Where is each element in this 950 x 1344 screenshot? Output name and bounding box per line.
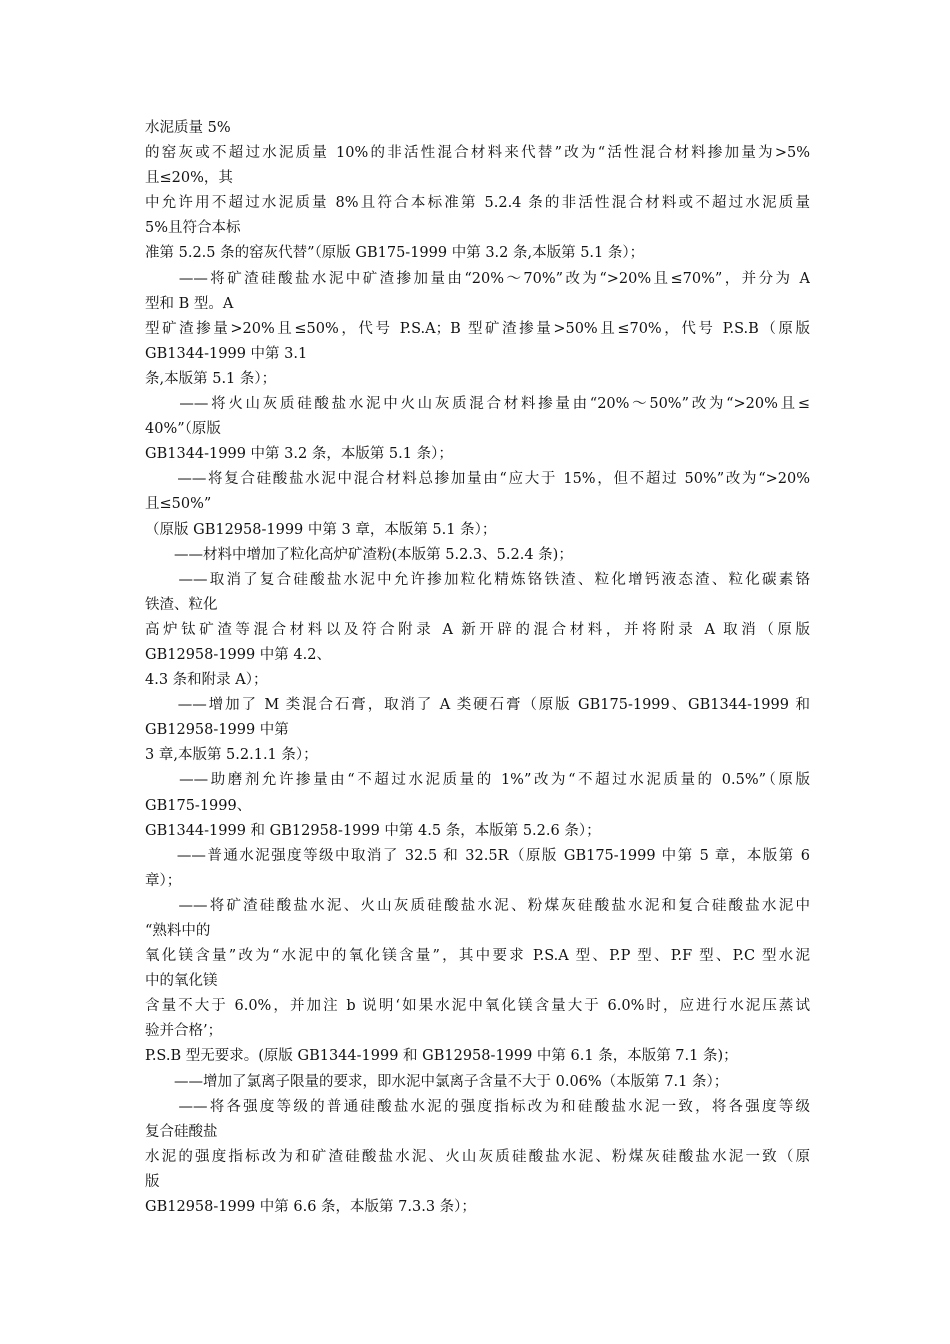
text-line: ——取消了复合硅酸盐水泥中允许掺加粒化精炼铬铁渣、粒化增钙液态渣、粒化碳素铬 (145, 571, 810, 588)
document-body (145, 116, 810, 1220)
text-line: 5%且符合本标 (145, 220, 241, 237)
text-line: 且≤20%，其 (145, 170, 233, 187)
text-line: （原版 GB12958-1999 中第 3 章，本版第 5.1 条）； (145, 521, 497, 538)
text-line: “熟料中的 (145, 923, 211, 939)
text-line: 型和 B 型。A (145, 295, 234, 312)
text-line: 验并合格’； (145, 1023, 223, 1040)
text-line: GB175-1999、 (145, 797, 252, 814)
text-line: 水泥质量 5% (145, 120, 231, 136)
text-line: GB1344-1999 中第 3.1 (145, 345, 308, 362)
text-line: 中允许用不超过水泥质量 8%且符合本标准第 5.2.4 条的非活性混合材料或不超过水泥质量 (145, 195, 810, 212)
text-line: 版 (145, 1173, 160, 1190)
text-line: ——将矿渣硅酸盐水泥、火山灰质硅酸盐水泥、粉煤灰硅酸盐水泥和复合硅酸盐水泥中 (145, 897, 810, 914)
text-line: GB12958-1999 中第 6.6 条，本版第 7.3.3 条）； (145, 1199, 476, 1216)
text-line: ——普通水泥强度等级中取消了 32.5 和 32.5R（原版 GB175-1999 中第 5 章，本版第 6 (145, 847, 810, 864)
text-line: 40%”（原版 (145, 421, 221, 438)
text-line: 3 章,本版第 5.2.1.1 条）； (145, 747, 318, 764)
text-line: 4.3 条和附录 A）； (145, 672, 268, 689)
text-line: 铁渣、粒化 (145, 596, 218, 613)
text-line: 水泥的强度指标改为和矿渣硅酸盐水泥、火山灰质硅酸盐水泥、粉煤灰硅酸盐水泥一致（原 (145, 1148, 810, 1165)
text-line: ——助磨剂允许掺量由“不超过水泥质量的 1%”改为“不超过水泥质量的 0.5%”（原版 (145, 772, 810, 789)
text-line: GB1344-1999 中第 3.2 条，本版第 5.1 条）； (145, 446, 453, 463)
text-line: ——增加了氯离子限量的要求，即水泥中氯离子含量不大于 0.06%（本版第 7.1 条）； (145, 1073, 729, 1090)
text-line: 且≤50%” (145, 496, 212, 513)
text-line: GB12958-1999 中第 (145, 722, 289, 739)
text-line: 复合硅酸盐 (145, 1123, 218, 1140)
text-line: ——将矿渣硅酸盐水泥中矿渣掺加量由“20%～70%”改为“>20%且≤70%”，并分为 A (145, 270, 810, 287)
text-line: 氧化镁含量”改为“水泥中的氧化镁含量”，其中要求 P.S.A 型、P.P 型、P.F 型、P.C 型水泥 (145, 948, 810, 965)
text-line: P.S.B 型无要求。(原版 GB1344-1999 和 GB12958-1999 中第 6.1 条，本版第 7.1 条)； (145, 1048, 738, 1065)
text-line: GB1344-1999 和 GB12958-1999 中第 4.5 条，本版第 5.2.6 条）； (145, 822, 601, 839)
text-line: ——增加了 M 类混合石膏，取消了 A 类硬石膏（原版 GB175-1999、GB1344-1999 和 (145, 697, 810, 714)
text-line: ——将复合硅酸盐水泥中混合材料总掺加量由“应大于 15%，但不超过 50%”改为“>20% (145, 471, 810, 488)
text-line: 中的氧化镁 (145, 973, 218, 990)
text-line: 型矿渣掺量>20%且≤50%，代号 P.S.A；B 型矿渣掺量>50%且≤70%，代号 P.S.B（原版 (145, 320, 810, 337)
text-line: ——材料中增加了粒化高炉矿渣粉(本版第 5.2.3、5.2.4 条)； (145, 546, 573, 563)
text-line: 含量不大于 6.0%，并加注 b 说明‘如果水泥中氧化镁含量大于 6.0%时，应进行水泥压蒸试 (145, 998, 810, 1015)
text-line: ——将火山灰质硅酸盐水泥中火山灰质混合材料掺量由“20%～50%”改为“>20%且≤ (145, 396, 810, 413)
text-line: ——将各强度等级的普通硅酸盐水泥的强度指标改为和硅酸盐水泥一致，将各强度等级 (145, 1098, 810, 1115)
text-line: GB12958-1999 中第 4.2、 (145, 646, 331, 663)
text-line: 高炉钛矿渣等混合材料以及符合附录 A 新开辟的混合材料，并将附录 A 取消（原版 (145, 621, 810, 638)
text-line: 的窑灰或不超过水泥质量 10%的非活性混合材料来代替”改为“活性混合材料掺加量为>5% (145, 145, 810, 162)
text-line: 条,本版第 5.1 条）； (145, 370, 277, 387)
text-line: 章）； (145, 872, 182, 889)
text-line: 准第 5.2.5 条的窑灰代替”（原版 GB175-1999 中第 3.2 条,本版第 5.1 条）； (145, 245, 645, 262)
